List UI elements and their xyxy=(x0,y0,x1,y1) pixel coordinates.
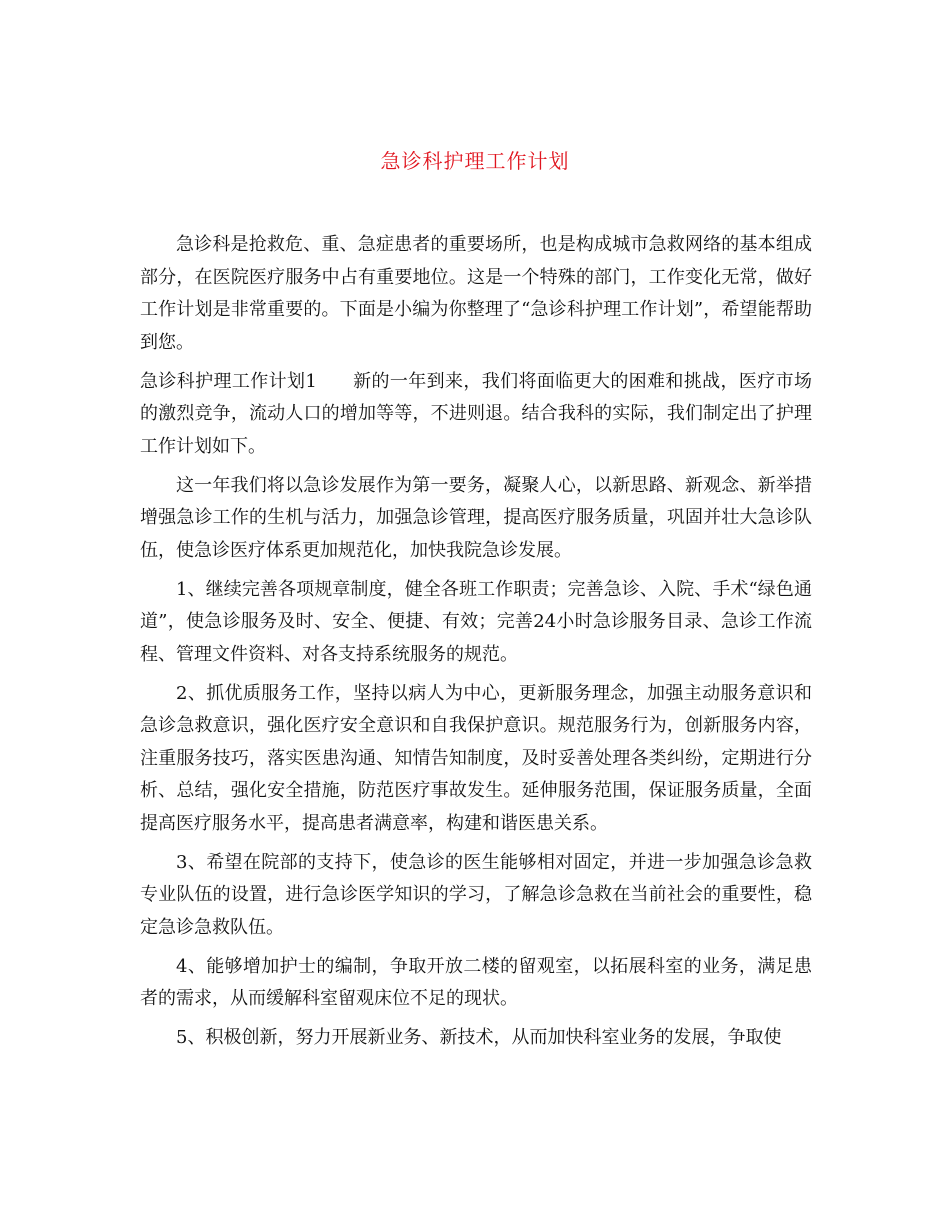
document-body xyxy=(140,229,812,1061)
section-1-heading: 急诊科护理工作计划1 xyxy=(140,370,317,392)
section-1-paragraph xyxy=(140,366,812,464)
list-item-3: 3、希望在院部的支持下，使急诊的医生能够相对固定，并进一步加强急诊急救专业队伍的设置，进行急诊医学知识的学习，了解急诊急救在当前社会的重要性，稳定急诊急救队伍。 xyxy=(140,851,812,938)
list-item-4: 4、能够增加护士的编制，争取开放二楼的留观室，以拓展科室的业务，满足患者的需求，从而缓解科室留观床位不足的现状。 xyxy=(140,955,812,1009)
list-item-5: 5、积极创新，努力开展新业务、新技术，从而加快科室业务的发展，争取使 xyxy=(176,1027,782,1048)
goal-paragraph: 这一年我们将以急诊发展作为第一要务，凝聚人心，以新思路、新观念、新举措增强急诊工作的生机与活力，加强急诊管理，提高医疗服务质量，巩固并壮大急诊队伍，使急诊医疗体系更加规范化，加快我院急诊发展。 xyxy=(140,474,812,561)
document-title: 急诊科护理工作计划 xyxy=(380,149,570,173)
list-item-1: 1、继续完善各项规章制度，健全各班工作职责；完善急诊、入院、手术“绿色通道”，使急诊服务及时、安全、便捷、有效；完善24小时急诊服务目录、急诊工作流程、管理文件资料、对各支持系统服务的规范。 xyxy=(140,578,812,665)
intro-paragraph: 急诊科是抢救危、重、急症患者的重要场所，也是构成城市急救网络的基本组成部分，在医院医疗服务中占有重要地位。这是一个特殊的部门，工作变化无常，做好工作计划是非常重要的。下面是小编为你整理了“急诊科护理工作计划”，希望能帮助到您。 xyxy=(140,234,812,353)
section-1-text: 新的一年到来，我们将面临更大的困难和挑战，医疗市场的激烈竞争，流动人口的增加等等，不进则退。结合我科的实际，我们制定出了护理工作计划如下。 xyxy=(140,370,813,457)
list-item-2: 2、抓优质服务工作，坚持以病人为中心，更新服务理念，加强主动服务意识和急诊急救意识，强化医疗安全意识和自我保护意识。规范服务行为，创新服务内容，注重服务技巧，落实医患沟通、知情告知制度，及时妥善处理各类纠纷，定期进行分析、总结，强化安全措施，防范医疗事故发生。延伸服务范围，保证服务质量，全面提高医疗服务水平，提高患者满意率，构建和谐医患关系。 xyxy=(140,682,812,834)
